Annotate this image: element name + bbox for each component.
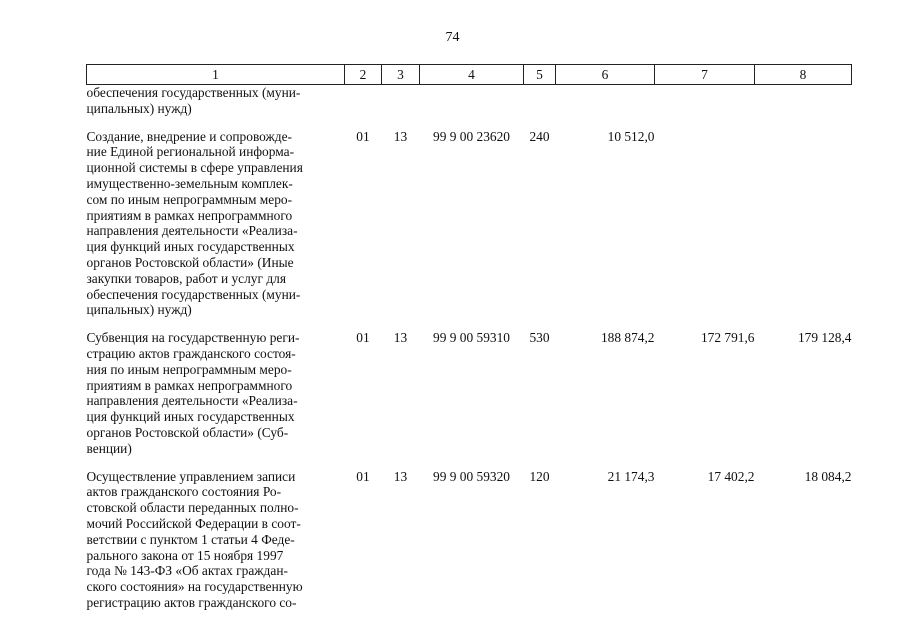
- description-line: года № 143-ФЗ «Об актах граждан-: [86, 563, 288, 579]
- description-line: обеспечения государственных (муни-: [86, 286, 301, 302]
- description-line: закупки товаров, работ и услуг для: [86, 270, 286, 286]
- target-article-code: 99 9 00 23620: [433, 128, 510, 144]
- column-header: 1: [87, 65, 345, 85]
- subsection-code: 13: [393, 468, 408, 484]
- column-header: 6: [556, 65, 655, 85]
- amount-col-6: 10 512,0: [607, 128, 655, 144]
- description-line: приятиям в рамках непрограммного: [86, 207, 293, 223]
- description-line: ципальных) нужд): [86, 302, 192, 318]
- expense-type-code: 530: [529, 330, 550, 346]
- description-line: сом по иным непрограммным меро-: [86, 191, 293, 207]
- description-line: Создание, внедрение и сопровожде-: [86, 128, 293, 144]
- description-line: стовской области переданных полно-: [86, 500, 299, 516]
- description-line: венции): [86, 440, 132, 456]
- table-row: [87, 129, 852, 331]
- description-line: имущественно-земельным комплек-: [86, 175, 293, 191]
- column-header: 2: [345, 65, 382, 85]
- target-article-code: 99 9 00 59320: [433, 468, 510, 484]
- table-row: [87, 469, 852, 623]
- description-line: мочий Российской Федерации в соот-: [86, 515, 301, 531]
- column-header: 7: [655, 65, 755, 85]
- description-line: регистрацию актов гражданского со-: [86, 594, 297, 610]
- amount-col-7: 172 791,6: [700, 330, 755, 346]
- description-line: ция функций иных государственных: [86, 409, 295, 425]
- description-line: Осуществление управлением записи: [86, 468, 296, 484]
- description-line: направления деятельности «Реализа-: [86, 223, 298, 239]
- row-description: [87, 129, 345, 331]
- description-line: ципальных) нужд): [86, 100, 192, 116]
- description-line: актов гражданского состояния Ро-: [86, 484, 282, 500]
- section-code: 01: [356, 330, 370, 346]
- column-number-header-row: [87, 65, 852, 85]
- description-line: обеспечения государственных (муни-: [86, 85, 301, 100]
- table-row-continuation: [87, 85, 852, 129]
- row-description: [87, 85, 345, 129]
- description-line: органов Ростовской области» (Иные: [86, 254, 294, 270]
- description-line: страцию актов гражданского состоя-: [86, 345, 296, 361]
- description-line: направления деятельности «Реализа-: [86, 393, 298, 409]
- description-line: ция функций иных государственных: [86, 239, 295, 255]
- amount-col-8: 179 128,4: [797, 330, 852, 346]
- amount-col-6: 21 174,3: [607, 468, 655, 484]
- amount-col-8: [755, 129, 852, 331]
- amount-col-6: 188 874,2: [600, 330, 655, 346]
- column-header: 4: [420, 65, 524, 85]
- page-number: 74: [445, 30, 460, 45]
- section-code: 01: [356, 128, 370, 144]
- description-line: Субвенция на государственную реги-: [86, 330, 300, 346]
- column-header: 8: [755, 65, 852, 85]
- description-line: рального закона от 15 ноября 1997: [86, 547, 284, 563]
- description-line: ского состояния» на государственную: [86, 579, 303, 595]
- column-header: 5: [524, 65, 556, 85]
- description-line: ния по иным непрограммным меро-: [86, 361, 292, 377]
- column-header: 3: [382, 65, 420, 85]
- description-line: ционной системы в сфере управления: [86, 160, 303, 176]
- amount-col-7: 17 402,2: [707, 468, 755, 484]
- expense-type-code: 120: [529, 468, 550, 484]
- description-line: органов Ростовской области» (Суб-: [86, 424, 289, 440]
- subsection-code: 13: [393, 330, 408, 346]
- subsection-code: 13: [393, 128, 408, 144]
- description-line: ние Единой региональной информа-: [86, 144, 295, 160]
- amount-col-7: [655, 129, 755, 331]
- expense-type-code: 240: [529, 128, 550, 144]
- budget-table: [86, 64, 852, 623]
- description-line: приятиям в рамках непрограммного: [86, 377, 293, 393]
- row-description: [87, 469, 345, 623]
- amount-col-8: 18 084,2: [804, 468, 852, 484]
- table-row: [87, 330, 852, 468]
- section-code: 01: [356, 468, 370, 484]
- description-line: ветствии с пунктом 1 статьи 4 Феде-: [86, 531, 295, 547]
- row-description: [87, 330, 345, 468]
- target-article-code: 99 9 00 59310: [433, 330, 510, 346]
